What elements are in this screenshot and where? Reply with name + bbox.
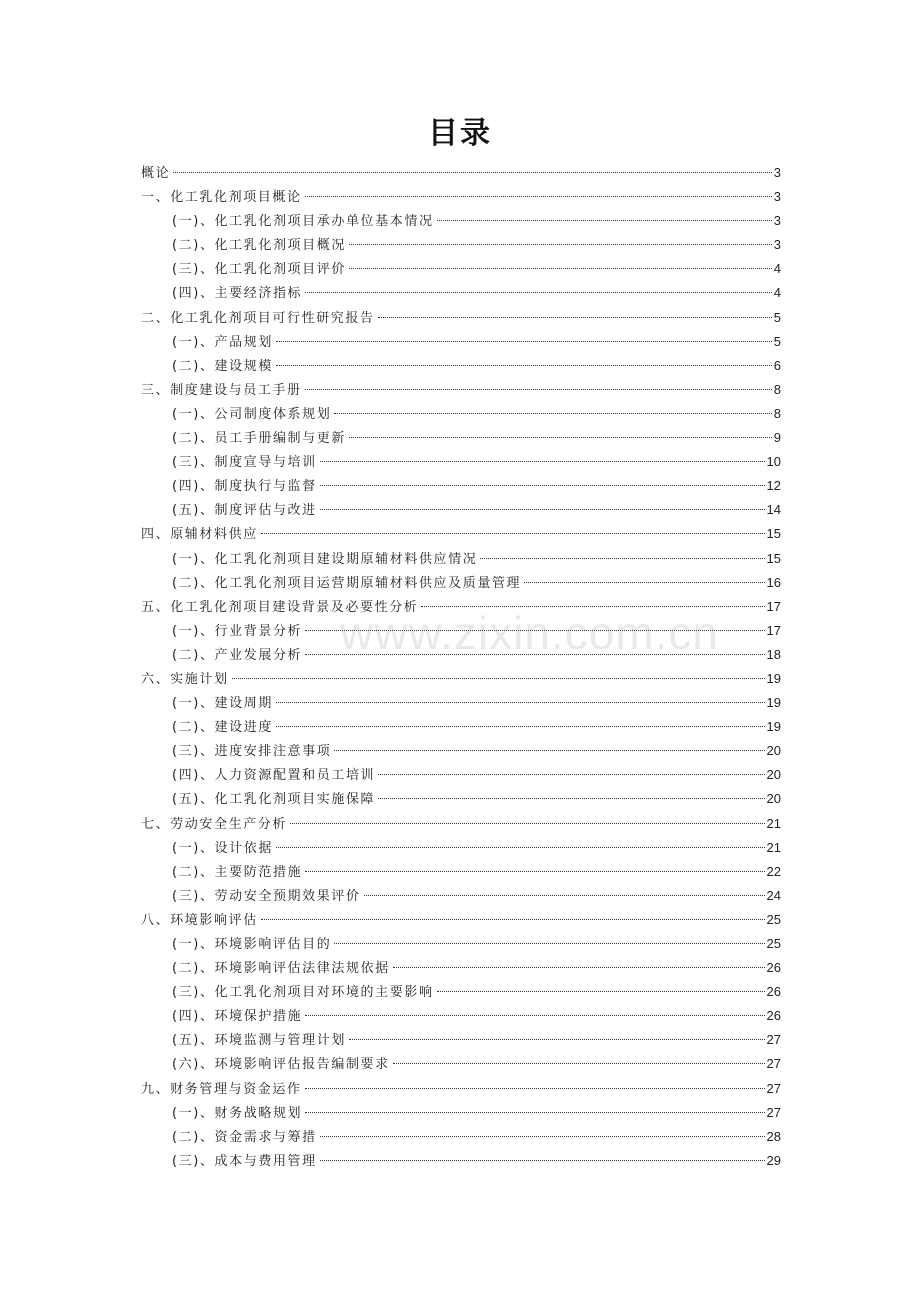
dot-leader <box>378 317 772 318</box>
dot-leader <box>349 268 772 269</box>
toc-entry[interactable] <box>141 161 781 185</box>
toc-entry-label: (五)、制度评估与改进 <box>172 503 317 519</box>
toc-entry[interactable] <box>141 1077 781 1101</box>
toc-page-number: 16 <box>766 574 781 590</box>
toc-page-number: 3 <box>773 165 781 180</box>
toc-entry-label: (二)、环境影响评估法律法规依据 <box>172 961 390 977</box>
toc-entry-label: (二)、员工手册编制与更新 <box>172 431 346 447</box>
toc-page-number: 27 <box>766 1080 781 1096</box>
toc-entry[interactable] <box>141 667 781 691</box>
toc-page-number: 27 <box>766 1104 781 1120</box>
toc-subentry[interactable] <box>141 1125 781 1149</box>
watermark: www.zixin.com.cn <box>340 607 719 659</box>
toc-subentry[interactable] <box>141 1052 781 1076</box>
toc-page-number: 29 <box>766 1152 781 1168</box>
toc-subentry[interactable] <box>141 233 781 257</box>
toc-page-number: 12 <box>766 478 781 494</box>
dot-leader <box>320 1136 765 1137</box>
toc-entry-label: (二)、化工乳化剂项目概况 <box>172 238 346 254</box>
dot-leader <box>305 1015 764 1016</box>
toc-page-number: 26 <box>766 1008 781 1024</box>
toc-entry[interactable] <box>141 812 781 836</box>
toc-subentry[interactable] <box>141 281 781 305</box>
toc-entry-label: (三)、制度宣导与培训 <box>172 455 317 471</box>
toc-entry-label: (二)、资金需求与筹措 <box>172 1129 317 1145</box>
toc-entry-label: (一)、化工乳化剂项目建设期原辅材料供应情况 <box>172 551 478 567</box>
toc-entry-label: (四)、主要经济指标 <box>172 286 303 302</box>
toc-page-number: 18 <box>766 646 781 662</box>
dot-leader <box>276 702 765 703</box>
toc-entry-label: (一)、设计依据 <box>172 840 273 856</box>
toc-page-number: 19 <box>766 719 781 735</box>
toc-page-number: 4 <box>773 285 781 301</box>
toc-entry-label: 九、财务管理与资金运作 <box>141 1081 302 1097</box>
toc-page-number: 10 <box>766 454 781 470</box>
dot-leader <box>320 1160 765 1161</box>
dot-leader <box>378 774 764 775</box>
toc-entry-label: 二、化工乳化剂项目可行性研究报告 <box>141 310 375 326</box>
toc-entry-label: (三)、化工乳化剂项目对环境的主要影响 <box>172 985 434 1001</box>
toc-page-number: 19 <box>766 670 781 686</box>
toc-page-number: 6 <box>773 357 781 373</box>
toc-subentry[interactable] <box>141 1004 781 1028</box>
toc-subentry[interactable] <box>141 1101 781 1125</box>
toc-subentry[interactable] <box>141 980 781 1004</box>
toc-page-number: 15 <box>766 526 781 542</box>
dot-leader <box>305 292 772 293</box>
toc-page-number: 17 <box>766 598 781 614</box>
toc-page-number: 25 <box>766 936 781 951</box>
toc-page-number: 8 <box>773 405 781 421</box>
toc-entry-label: 七、劳动安全生产分析 <box>141 816 288 832</box>
toc-entry-label: (三)、进度安排注意事项 <box>172 744 332 760</box>
toc-page-number: 27 <box>766 1056 781 1072</box>
dot-leader <box>173 172 772 173</box>
table-of-contents <box>141 161 781 1173</box>
dot-leader <box>349 437 772 438</box>
toc-page-number: 20 <box>766 791 781 807</box>
dot-leader <box>276 726 765 727</box>
dot-leader <box>334 413 771 414</box>
dot-leader <box>232 678 765 679</box>
toc-entry-label: (二)、化工乳化剂项目运营期原辅材料供应及质量管理 <box>172 575 522 591</box>
toc-page-number: 8 <box>773 381 781 397</box>
toc-entry-label: 一、化工乳化剂项目概论 <box>141 190 302 206</box>
toc-subentry[interactable] <box>141 884 781 908</box>
toc-entry[interactable] <box>141 306 781 330</box>
toc-page-number: 25 <box>766 911 781 927</box>
toc-subentry[interactable] <box>141 932 781 956</box>
dot-leader <box>480 558 764 559</box>
toc-entry-label: 八、环境影响评估 <box>141 912 258 928</box>
dot-leader <box>305 871 764 872</box>
dot-leader <box>378 798 764 799</box>
toc-subentry[interactable] <box>141 209 781 233</box>
toc-entry-label: (四)、人力资源配置和员工培训 <box>172 768 376 784</box>
toc-page-number: 14 <box>766 502 781 518</box>
dot-leader <box>305 654 764 655</box>
dot-leader <box>276 365 772 366</box>
toc-entry[interactable] <box>141 378 781 402</box>
toc-subentry[interactable] <box>141 691 781 715</box>
toc-entry-label: (三)、化工乳化剂项目评价 <box>172 262 346 278</box>
toc-entry-label: (三)、成本与费用管理 <box>172 1153 317 1169</box>
toc-subentry[interactable] <box>141 354 781 378</box>
toc-subentry[interactable] <box>141 474 781 498</box>
toc-entry-label: (二)、建设进度 <box>172 720 273 736</box>
toc-entry-label: (四)、制度执行与监督 <box>172 479 317 495</box>
toc-subentry[interactable] <box>141 739 781 763</box>
dot-leader <box>421 606 764 607</box>
dot-leader <box>364 895 765 896</box>
toc-page-number: 20 <box>766 767 781 783</box>
toc-entry-label: (一)、公司制度体系规划 <box>172 406 332 422</box>
toc-subentry[interactable] <box>141 450 781 474</box>
dot-leader <box>276 847 765 848</box>
dot-leader <box>349 244 772 245</box>
dot-leader <box>320 485 765 486</box>
toc-entry-label: (一)、行业背景分析 <box>172 623 303 639</box>
toc-page-number: 17 <box>766 622 781 638</box>
dot-leader <box>393 1063 765 1064</box>
dot-leader <box>305 389 772 390</box>
toc-page-number: 27 <box>766 1032 781 1048</box>
toc-page-number: 24 <box>766 887 781 903</box>
toc-entry-label: (一)、产品规划 <box>172 334 273 350</box>
dot-leader <box>334 750 764 751</box>
toc-page-number: 26 <box>766 984 781 1000</box>
dot-leader <box>305 196 772 197</box>
toc-subentry[interactable] <box>141 619 781 643</box>
toc-subentry[interactable] <box>141 715 781 739</box>
toc-entry[interactable] <box>141 595 781 619</box>
toc-entry-label: 四、原辅材料供应 <box>141 527 258 543</box>
toc-entry[interactable] <box>141 522 781 546</box>
toc-page-number: 3 <box>773 213 781 229</box>
toc-subentry[interactable] <box>141 330 781 354</box>
toc-subentry[interactable] <box>141 956 781 980</box>
dot-leader <box>437 991 765 992</box>
dot-leader <box>437 220 772 221</box>
dot-leader <box>334 943 764 944</box>
toc-entry-label: (一)、建设周期 <box>172 696 273 712</box>
dot-leader <box>305 1112 764 1113</box>
dot-leader <box>320 509 765 510</box>
toc-entry-label: 五、化工乳化剂项目建设背景及必要性分析 <box>141 599 419 615</box>
toc-subentry[interactable] <box>141 763 781 787</box>
toc-entry-label: (二)、主要防范措施 <box>172 864 303 880</box>
toc-entry[interactable] <box>141 908 781 932</box>
toc-page-number: 21 <box>766 839 781 855</box>
toc-entry-label: (五)、环境监测与管理计划 <box>172 1033 346 1049</box>
toc-page-number: 22 <box>766 863 781 879</box>
dot-leader <box>320 461 765 462</box>
toc-entry-label: (一)、环境影响评估目的 <box>172 937 332 952</box>
toc-page-number: 5 <box>773 333 781 349</box>
toc-subentry[interactable] <box>141 787 781 811</box>
dot-leader <box>524 582 764 583</box>
toc-subentry[interactable] <box>141 1028 781 1052</box>
toc-entry-label: (三)、劳动安全预期效果评价 <box>172 888 361 904</box>
page-title: 目录 <box>428 116 492 151</box>
toc-subentry[interactable] <box>141 860 781 884</box>
toc-page-number: 9 <box>773 430 781 446</box>
toc-subentry[interactable] <box>141 1149 781 1173</box>
toc-entry-label: 六、实施计划 <box>141 671 229 687</box>
toc-entry-label: 概论 <box>141 166 171 181</box>
dot-leader <box>261 919 765 920</box>
toc-page-number: 28 <box>766 1128 781 1144</box>
toc-subentry[interactable] <box>141 426 781 450</box>
toc-page-number: 21 <box>766 815 781 831</box>
toc-subentry[interactable] <box>141 836 781 860</box>
toc-entry-label: 三、制度建设与员工手册 <box>141 382 302 398</box>
toc-subentry[interactable] <box>141 547 781 571</box>
toc-subentry[interactable] <box>141 402 781 426</box>
toc-entry-label: (六)、环境影响评估报告编制要求 <box>172 1057 390 1073</box>
toc-entry-label: (一)、化工乳化剂项目承办单位基本情况 <box>172 214 434 230</box>
toc-entry-label: (二)、产业发展分析 <box>172 647 303 663</box>
toc-page-number: 5 <box>773 309 781 325</box>
dot-leader <box>305 1088 765 1089</box>
dot-leader <box>305 630 764 631</box>
toc-subentry[interactable] <box>141 571 781 595</box>
toc-page-number: 3 <box>773 189 781 205</box>
dot-leader <box>290 823 765 824</box>
toc-entry-label: (二)、建设规模 <box>172 358 273 374</box>
toc-entry-label: (四)、环境保护措施 <box>172 1009 303 1025</box>
toc-page-number: 26 <box>766 960 781 976</box>
toc-page-number: 4 <box>773 261 781 277</box>
toc-subentry[interactable] <box>141 643 781 667</box>
dot-leader <box>276 341 772 342</box>
toc-subentry[interactable] <box>141 257 781 281</box>
dot-leader <box>261 533 765 534</box>
toc-page-number: 20 <box>766 743 781 759</box>
dot-leader <box>349 1039 765 1040</box>
dot-leader <box>393 967 765 968</box>
toc-page-number: 3 <box>773 237 781 253</box>
toc-entry-label: (一)、财务战略规划 <box>172 1105 303 1121</box>
toc-entry-label: (五)、化工乳化剂项目实施保障 <box>172 792 376 808</box>
toc-page-number: 15 <box>766 550 781 566</box>
toc-page-number: 19 <box>766 695 781 711</box>
toc-subentry[interactable] <box>141 498 781 522</box>
toc-entry[interactable] <box>141 185 781 209</box>
